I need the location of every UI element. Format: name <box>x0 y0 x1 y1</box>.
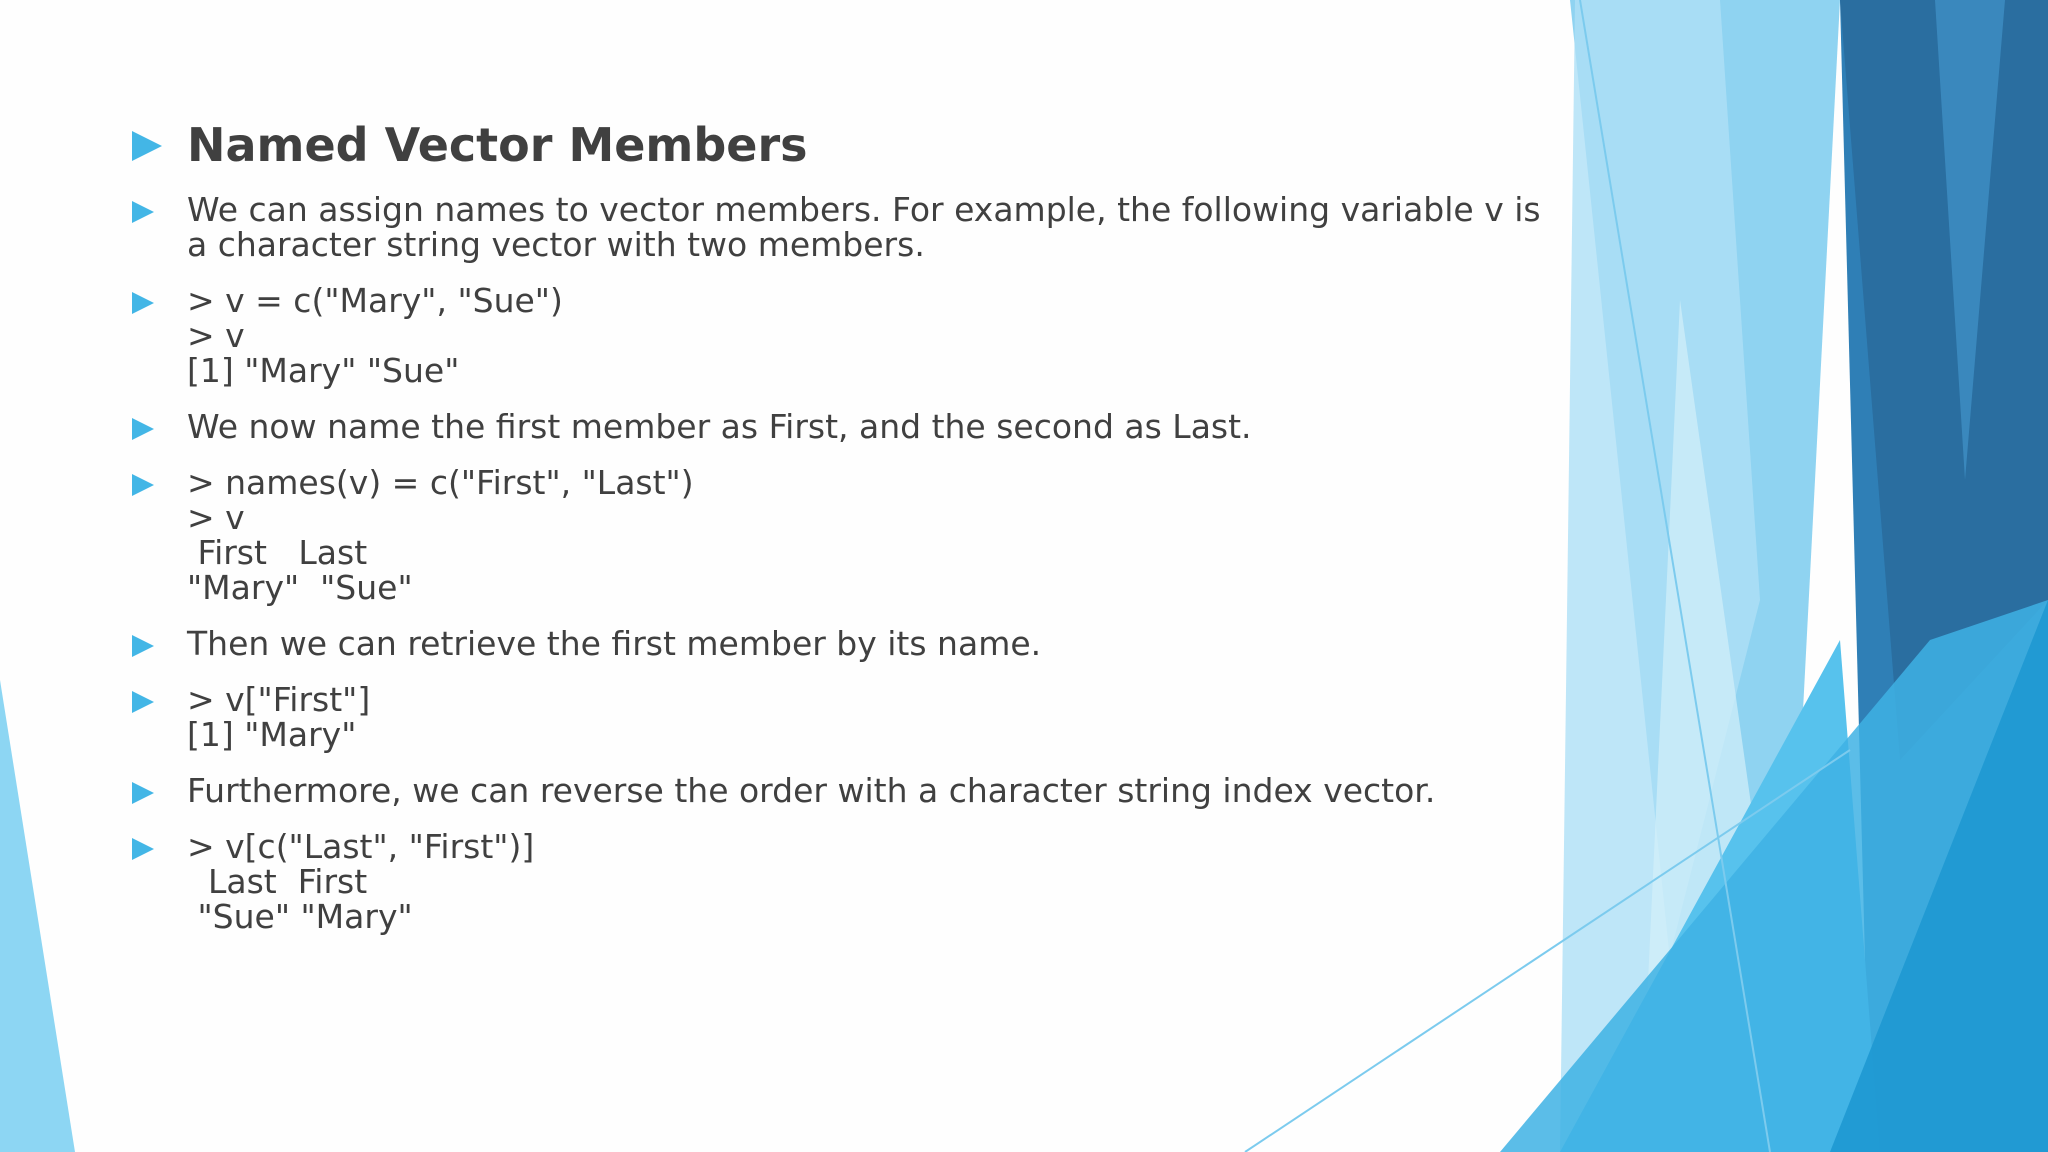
triangle-bullet-icon <box>132 838 154 860</box>
code-line: [1] "Mary" <box>187 715 357 754</box>
bullet-item <box>130 465 1550 605</box>
bullet-item <box>130 192 1550 262</box>
triangle-bullet-icon <box>132 474 154 496</box>
bullet-text-line: a character string vector with two members. <box>187 225 925 264</box>
code-line: Last First <box>187 862 368 901</box>
code-line: [1] "Mary" "Sue" <box>187 351 460 390</box>
code-line: "Mary" "Sue" <box>187 568 413 607</box>
triangle-bullet-icon <box>132 691 154 713</box>
bullet-item <box>130 409 1550 444</box>
bullet-text-line: We can assign names to vector members. For example, the following variable v is <box>187 190 1541 229</box>
bullet-item <box>130 773 1550 808</box>
triangle-bullet-icon <box>132 782 154 804</box>
bullet-item <box>130 682 1550 752</box>
slide-title-text: Named Vector Members <box>187 118 808 172</box>
bullet-text-line: Then we can retrieve the first member by its name. <box>187 624 1042 663</box>
bullet-text-line: Furthermore, we can reverse the order with a character string index vector. <box>187 771 1436 810</box>
code-line: > v["First"] <box>187 680 371 719</box>
bullet-item <box>130 829 1550 934</box>
code-line: First Last <box>187 533 368 572</box>
triangle-bullet-icon <box>132 201 154 223</box>
bullet-item <box>130 283 1550 388</box>
triangle-bullet-icon <box>132 292 154 314</box>
triangle-bullet-icon <box>132 131 162 161</box>
triangle-bullet-icon <box>132 418 154 440</box>
left-accent-shape <box>0 680 75 1152</box>
code-line: > v = c("Mary", "Sue") <box>187 281 563 320</box>
code-line: > v <box>187 316 245 355</box>
slide-content <box>130 112 1550 955</box>
bullet-item <box>130 626 1550 661</box>
code-line: > names(v) = c("First", "Last") <box>187 463 694 502</box>
slide-title <box>130 112 1550 178</box>
code-line: "Sue" "Mary" <box>187 897 413 936</box>
triangle-bullet-icon <box>132 635 154 657</box>
bullet-text-line: We now name the first member as First, and the second as Last. <box>187 407 1252 446</box>
code-line: > v[c("Last", "First")] <box>187 827 535 866</box>
code-line: > v <box>187 498 245 537</box>
